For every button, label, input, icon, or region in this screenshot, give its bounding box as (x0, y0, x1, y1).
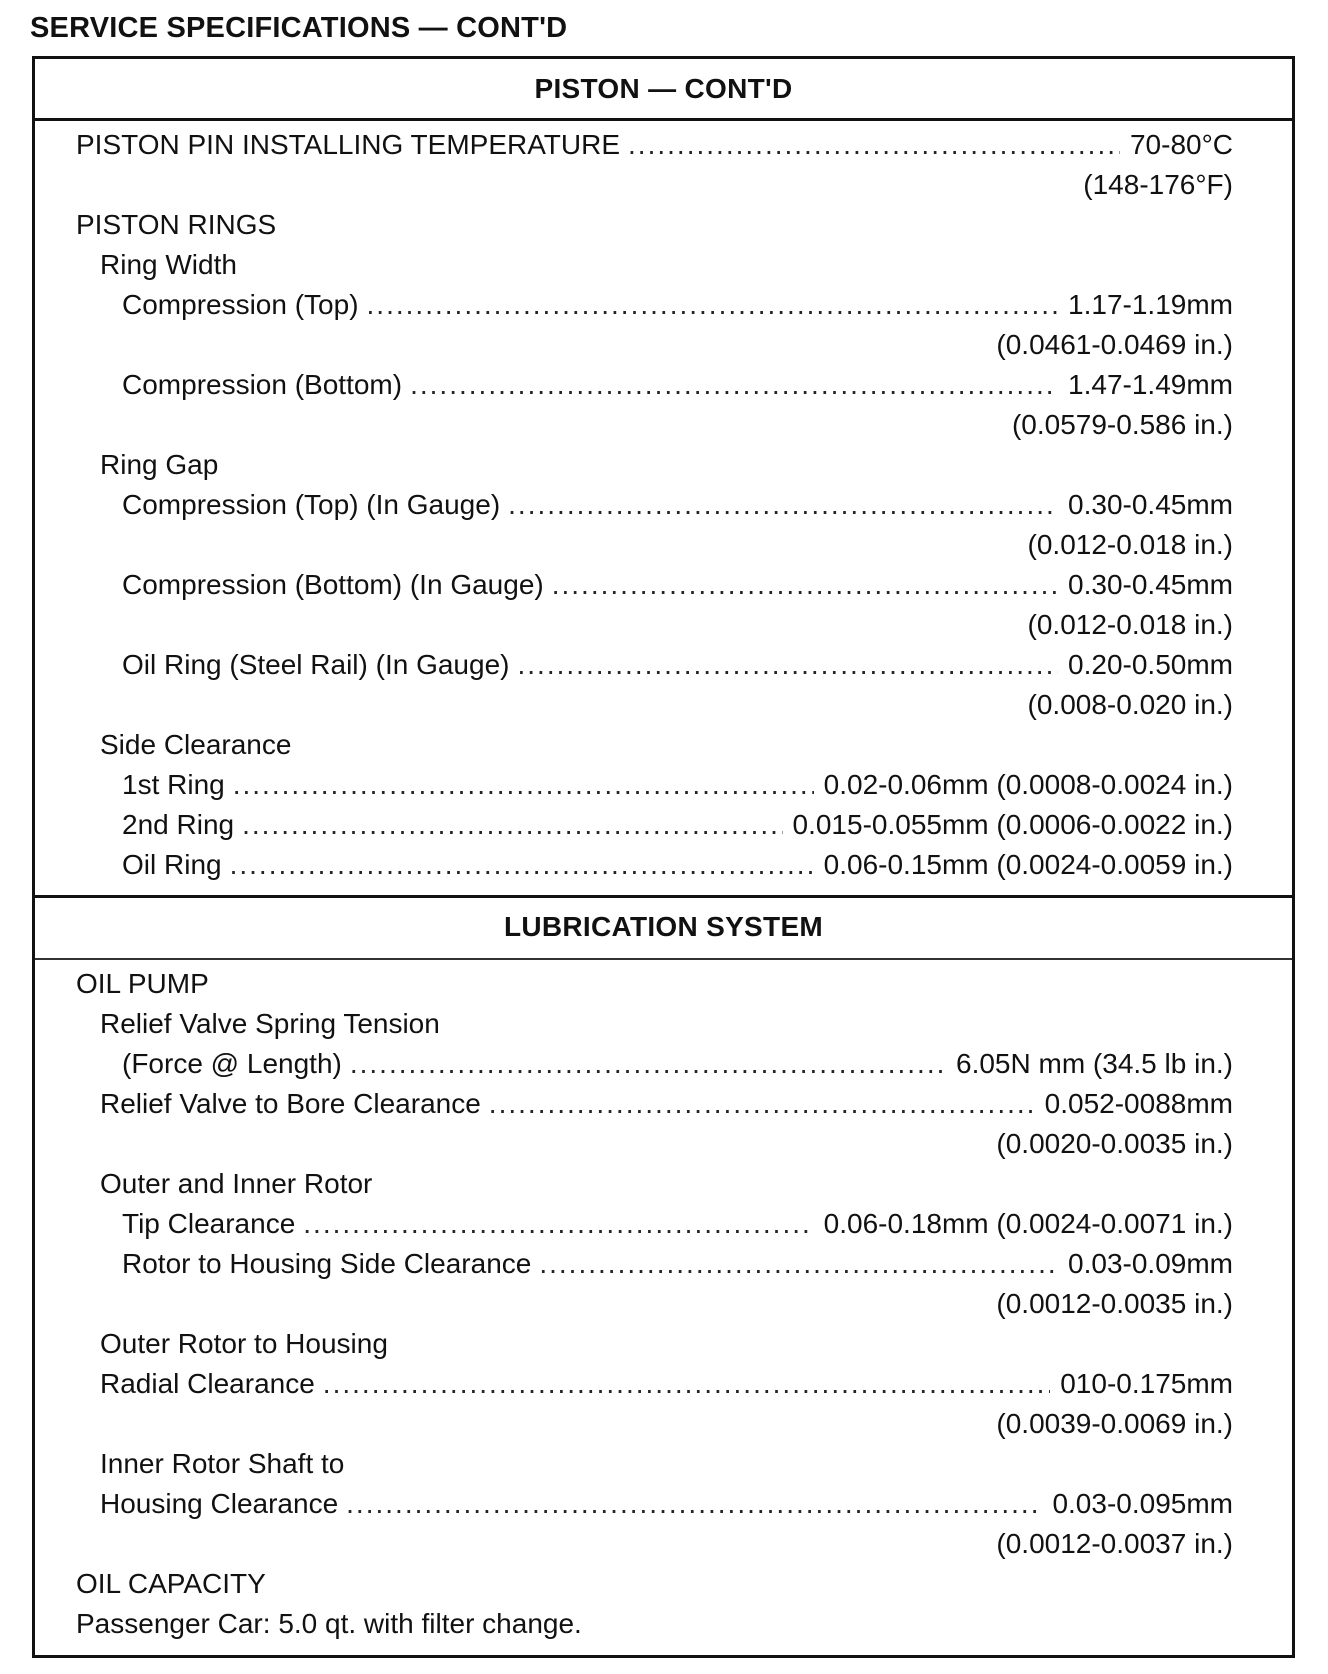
spec-label: 2nd Ring (122, 809, 235, 840)
spec-label: (Force @ Length) (122, 1048, 342, 1079)
spec-label: 1st Ring (122, 769, 225, 800)
spec-label: PISTON PIN INSTALLING TEMPERATURE (76, 129, 621, 160)
page-title: SERVICE SPECIFICATIONS — CONT'D (30, 12, 568, 44)
spec-value: 70-80°C (1129, 129, 1233, 160)
spec-value-alt: (0.012-0.018 in.) (1027, 609, 1233, 640)
spec-value: 0.03-0.09mm (1068, 1248, 1233, 1279)
spec-label: Rotor to Housing Side Clearance (122, 1248, 532, 1279)
section-header-lubrication: LUBRICATION SYSTEM (503, 910, 824, 942)
subheading-relief-spring: Relief Valve Spring Tension (100, 1008, 440, 1039)
spec-value-alt: (0.0461-0.0469 in.) (996, 329, 1233, 360)
spec-row-gap-top (35, 485, 1233, 525)
spec-row-radial-clearance (35, 1364, 1233, 1404)
spec-value: 6.05N mm (34.5 lb in.) (956, 1048, 1233, 1079)
spec-row-relief-spring (35, 1044, 1233, 1084)
section-divider (35, 118, 1292, 121)
spec-value-alt: (0.012-0.018 in.) (1027, 529, 1233, 560)
spec-value: 0.06-0.18mm (0.0024-0.0071 in.) (823, 1208, 1233, 1239)
spec-value-alt: (148-176°F) (1083, 169, 1233, 200)
spec-row-tip-clearance (35, 1204, 1233, 1244)
leader-dots (346, 1484, 1042, 1524)
spec-value-alt: (0.0012-0.0035 in.) (996, 1288, 1233, 1319)
spec-value: 0.30-0.45mm (1068, 489, 1233, 520)
spec-label: Oil Ring (Steel Rail) (In Gauge) (122, 649, 510, 680)
spec-row-width-bottom (35, 365, 1233, 405)
spec-value: 0.30-0.45mm (1068, 569, 1233, 600)
spec-row-housing-clearance (35, 1484, 1233, 1524)
spec-value-alt: (0.0579-0.586 in.) (1011, 409, 1233, 440)
leader-dots (628, 125, 1120, 165)
leader-dots (508, 485, 1058, 525)
leader-dots (323, 1364, 1050, 1404)
spec-label: Compression (Top) (122, 289, 359, 320)
leader-dots (233, 765, 814, 805)
spec-row-gap-oil (35, 645, 1233, 685)
spec-label: Tip Clearance (122, 1208, 296, 1239)
spec-row-relief-bore (35, 1084, 1233, 1124)
spec-value: 0.015-0.055mm (0.0006-0.0022 in.) (792, 809, 1233, 840)
spec-value: 0.20-0.50mm (1068, 649, 1233, 680)
subheading-inner-rotor-shaft: Inner Rotor Shaft to (100, 1448, 345, 1479)
spec-row-side-clearance (35, 1244, 1233, 1284)
leader-dots (552, 565, 1058, 605)
subheading-outer-rotor-housing: Outer Rotor to Housing (100, 1328, 388, 1359)
section-divider (35, 958, 1292, 960)
leader-dots (517, 645, 1058, 685)
spec-label: Relief Valve to Bore Clearance (100, 1088, 481, 1119)
spec-label: Oil Ring (122, 849, 222, 880)
subheading-ring-width: Ring Width (100, 249, 237, 280)
leader-dots (242, 805, 782, 845)
leader-dots (367, 285, 1059, 325)
spec-label: Compression (Bottom) (In Gauge) (122, 569, 544, 600)
spec-value: 0.06-0.15mm (0.0024-0.0059 in.) (823, 849, 1233, 880)
leader-dots (350, 1044, 946, 1084)
spec-value: 0.03-0.095mm (1052, 1488, 1233, 1519)
spec-value: 0.052-0088mm (1044, 1088, 1233, 1119)
leader-dots (230, 845, 814, 885)
subheading-side-clearance: Side Clearance (100, 729, 292, 760)
heading-oil-capacity: OIL CAPACITY (76, 1568, 266, 1599)
spec-value-alt: (0.008-0.020 in.) (1027, 689, 1233, 720)
spec-value: 010-0.175mm (1060, 1368, 1233, 1399)
spec-row-side-2nd (35, 805, 1233, 845)
spec-row-side-oil (35, 845, 1233, 885)
leader-dots (489, 1084, 1035, 1124)
spec-row-gap-bottom (35, 565, 1233, 605)
spec-table (32, 56, 1295, 1658)
section-header-piston: PISTON — CONT'D (534, 72, 793, 104)
spec-label: Compression (Top) (In Gauge) (122, 489, 501, 520)
spec-value: 0.02-0.06mm (0.0008-0.0024 in.) (823, 769, 1233, 800)
spec-row-pin-temp (35, 125, 1233, 165)
spec-row-width-top (35, 285, 1233, 325)
heading-oil-pump: OIL PUMP (76, 968, 209, 999)
subheading-outer-inner-rotor: Outer and Inner Rotor (100, 1168, 373, 1199)
spec-label: Compression (Bottom) (122, 369, 403, 400)
spec-value-alt: (0.0012-0.0037 in.) (996, 1528, 1233, 1559)
spec-value-alt: (0.0020-0.0035 in.) (996, 1128, 1233, 1159)
spec-row-side-1st (35, 765, 1233, 805)
spec-value: 1.47-1.49mm (1068, 369, 1233, 400)
spec-label: Radial Clearance (100, 1368, 315, 1399)
oil-capacity-text: Passenger Car: 5.0 qt. with filter change. (76, 1608, 582, 1639)
heading-piston-rings: PISTON RINGS (76, 209, 277, 240)
spec-value: 1.17-1.19mm (1068, 289, 1233, 320)
leader-dots (303, 1204, 813, 1244)
spec-value-alt: (0.0039-0.0069 in.) (996, 1408, 1233, 1439)
leader-dots (410, 365, 1058, 405)
leader-dots (539, 1244, 1058, 1284)
subheading-ring-gap: Ring Gap (100, 449, 219, 480)
spec-label: Housing Clearance (100, 1488, 339, 1519)
